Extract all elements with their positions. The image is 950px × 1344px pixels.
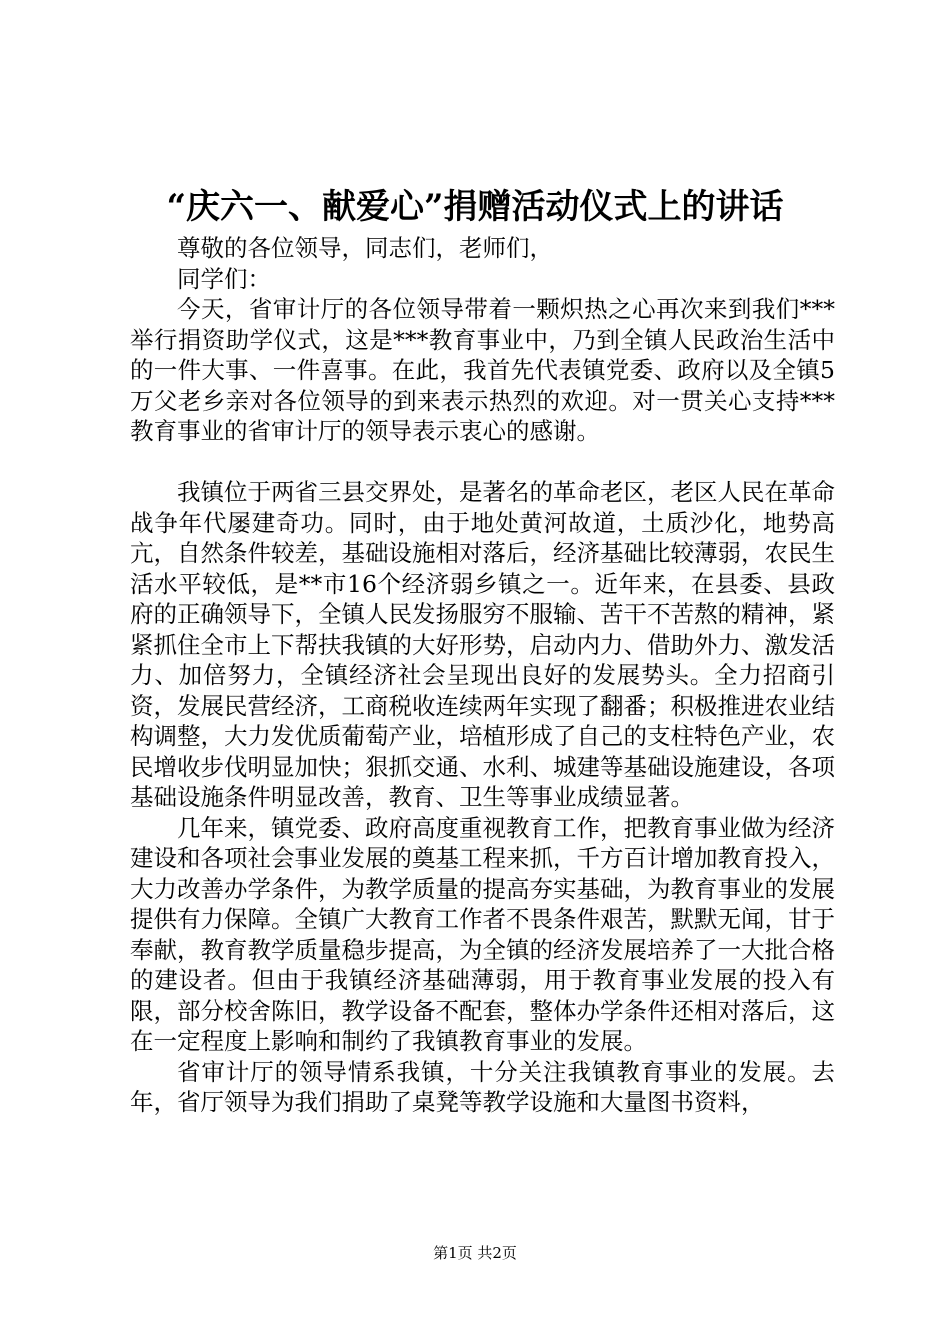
- paragraph-spacer: [130, 447, 835, 478]
- paragraph-2: 我镇位于两省三县交界处，是著名的革命老区，老区人民在革命战争年代屡建奇功。同时，由于地处黄河故道，土质沙化，地势高亢，自然条件较差，基础设施相对落后，经济基础比较薄弱，农民生活水平较低，是**市16个经济弱乡镇之一。近年来，在县委、县政府的正确领导下，全镇人民发扬服穷不服输、苦干不苦熬的精神，紧紧抓住全市上下帮扶我镇的大好形势，启动内力、借助外力、激发活力、加倍努力，全镇经济社会呈现出良好的发展势头。全力招商引资，发展民营经济，工商税收连续两年实现了翻番；积极推进农业结构调整，大力发优质葡萄产业，培植形成了自己的支柱特色产业，农民增收步伐明显加快；狠抓交通、水利、城建等基础设施建设，各项基础设施条件明显改善，教育、卫生等事业成绩显著。: [130, 478, 835, 811]
- page-title: “庆六一、献爱心”捐赠活动仪式上的讲话: [166, 187, 784, 227]
- paragraph-4: 省审计厅的领导情系我镇，十分关注我镇教育事业的发展。去年，省厅领导为我们捐助了桌凳等教学设施和大量图书资料，: [130, 1057, 835, 1116]
- salutation-line-2: 同学们：: [177, 264, 271, 293]
- page-number-footer: 第1页 共2页: [433, 1244, 517, 1262]
- paragraph-1: 今天，省审计厅的各位领导带着一颗炽热之心再次来到我们***举行捐资助学仪式，这是***教育事业中，乃到全镇人民政治生活中的一件大事、一件喜事。在此，我首先代表镇党委、政府以及全镇5万父老乡亲对各位领导的到来表示热烈的欢迎。对一贯关心支持***教育事业的省审计厅的领导表示衷心的感谢。: [130, 295, 835, 445]
- paragraph-3: 几年来，镇党委、政府高度重视教育工作，把教育事业做为经济建设和各项社会事业发展的奠基工程来抓，千方百计增加教育投入，大力改善办学条件，为教学质量的提高夯实基础，为教育事业的发展提供有力保障。全镇广大教育工作者不畏条件艰苦，默默无闻，甘于奉献，教育教学质量稳步提高，为全镇的经济发展培养了一大批合格的建设者。但由于我镇经济基础薄弱，用于教育事业发展的投入有限，部分校舍陈旧，教学设备不配套，整体办学条件还相对落后，这在一定程度上影响和制约了我镇教育事业的发展。: [130, 813, 835, 1055]
- salutation-line-1: 尊敬的各位领导，同志们，老师们，: [177, 234, 553, 262]
- document-body: [130, 233, 835, 1118]
